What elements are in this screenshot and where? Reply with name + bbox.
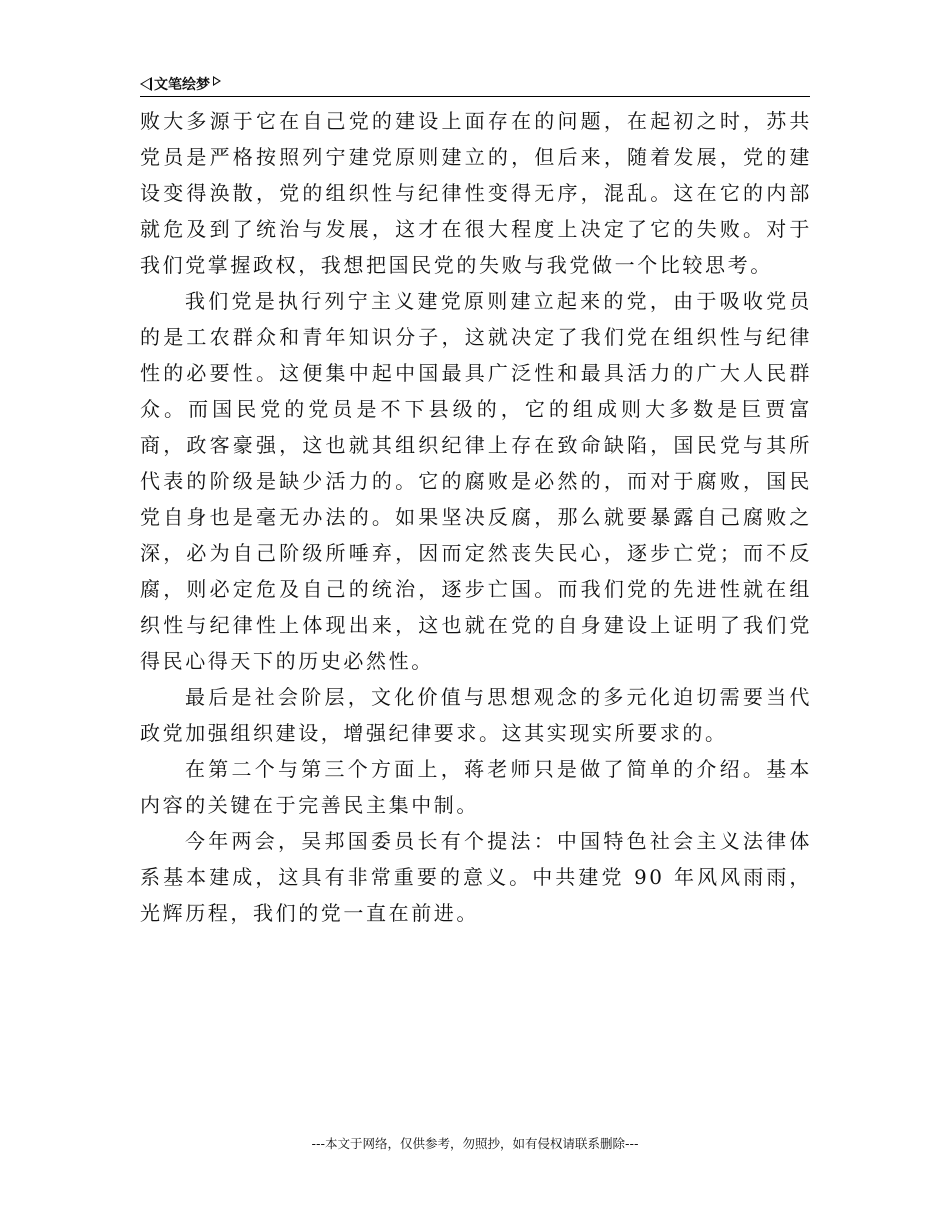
paragraph-3: 最后是社会阶层，文化价值与思想观念的多元化迫切需要当代政党加强组织建设，增强纪律要求。这其实现实所要求的。	[140, 685, 812, 745]
document-body	[140, 103, 812, 931]
triangle-left-icon	[140, 77, 152, 91]
page-footer-disclaimer: ---本文于网络，仅供参考，勿照抄，如有侵权请联系删除---	[311, 1136, 639, 1151]
paragraph-4: 在第二个与第三个方面上，蒋老师只是做了简单的介绍。基本内容的关键在于完善民主集中制。	[140, 757, 812, 817]
page-header	[140, 72, 810, 97]
paragraph-5: 今年两会，吴邦国委员长有个提法：中国特色社会主义法律体系基本建成，这具有非常重要的意义。中共建党 90 年风风雨雨，光辉历程，我们的党一直在前进。	[140, 829, 812, 925]
triangle-right-icon	[213, 76, 221, 86]
header-title-group	[140, 74, 221, 94]
header-title: 文笔绘梦	[154, 77, 210, 93]
paragraph-2: 我们党是执行列宁主义建党原则建立起来的党，由于吸收党员的是工农群众和青年知识分子，这就决定了我们党在组织性与纪律性的必要性。这便集中起中国最具广泛性和最具活力的广大人民群众。而国民党的党员是不下县级的，它的组成则大多数是巨贾富商，政客豪强，这也就其组织纪律上存在致命缺陷，国民党与其所代表的阶级是缺少活力的。它的腐败是必然的，而对于腐败，国民党自身也是毫无办法的。如果坚决反腐，那么就要暴露自己腐败之深，必为自己阶级所唾弃，因而定然丧失民心，逐步亡党；而不反腐，则必定危及自己的统治，逐步亡国。而我们党的先进性就在组织性与纪律性上体现出来，这也就在党的自身建设上证明了我们党得民心得天下的历史必然性。	[140, 289, 812, 673]
paragraph-1: 败大多源于它在自己党的建设上面存在的问题，在起初之时，苏共党员是严格按照列宁建党原则建立的，但后来，随着发展，党的建设变得涣散，党的组织性与纪律性变得无序，混乱。这在它的内部就危及到了统治与发展，这才在很大程度上决定了它的失败。对于我们党掌握政权，我想把国民党的失败与我党做一个比较思考。	[140, 109, 812, 277]
